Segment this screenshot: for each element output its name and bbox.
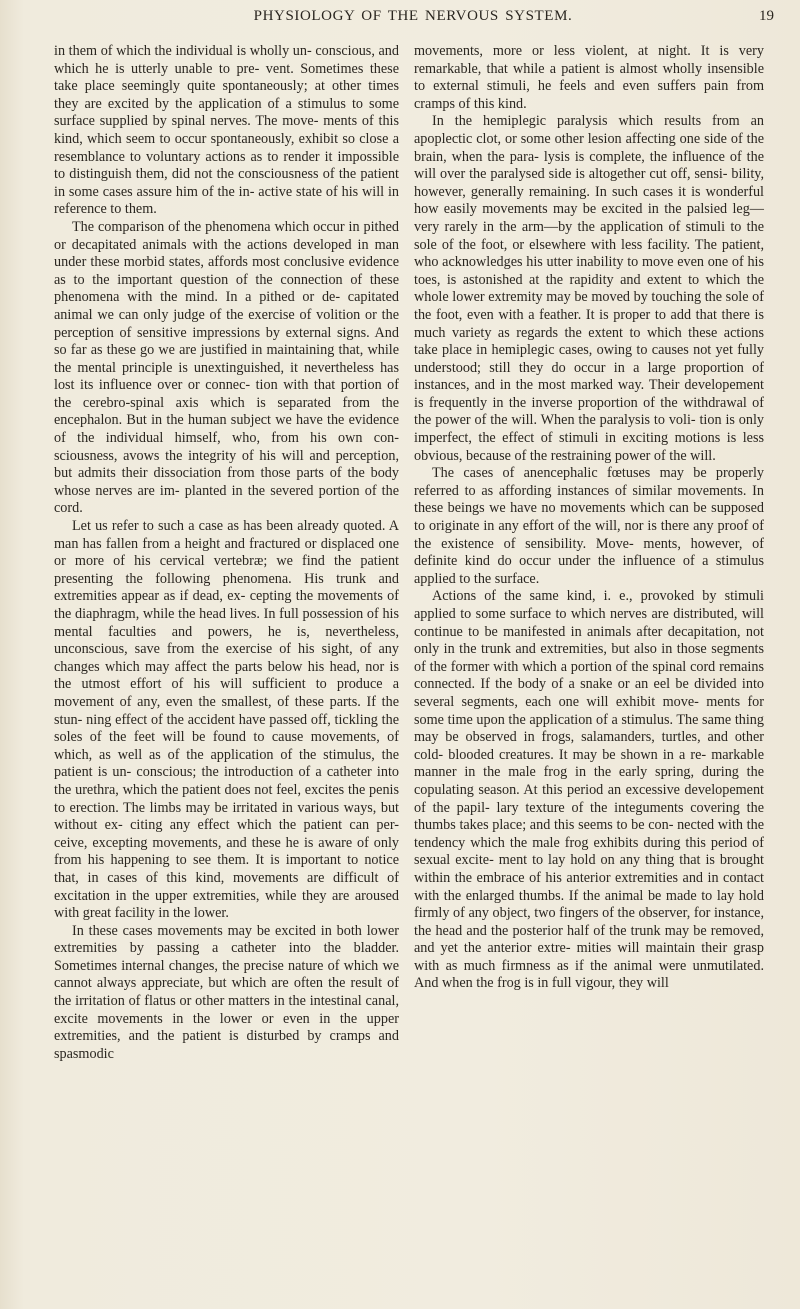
paragraph: The comparison of the phenomena which occur in pithed or decapitated animals with the actions developed in man under these morbid states, affords most conclusive evidence as to the important question of the connection of these phenomena with the mind. In a pithed or de- capitated animal we can only judge of the exercise of volition or the perception of sensitive impressions by external signs. And so far as these go we are justified in maintaining that, while the mental principle is unextinguished, it nevertheless has lost its influence over or connec- tion with that portion of the cerebro-spinal axis which is separated from the encephalon. But in the human subject we have the evidence of the individual himself, who, from his own con- sciousness, avows the integrity of his will and perception, but admits their dissociation from those parts of the body whose nerves are im- planted in the severed portion of the cord. [54,218,399,517]
left-column [54,43,399,1063]
paragraph: Let us refer to such a case as has been already quoted. A man has fallen from a height and fractured or displaced one or more of his cervical vertebræ; we find the patient presenting the following phenomena. His trunk and extremities appear as if dead, ex- cepting the movements of the diaphragm, while the head lives. In full possession of his mental faculties and powers, he is, nevertheless, unconscious, save from the exercise of his sight, of any changes which may affect the parts below his head, nor is the utmost effort of his will sufficient to produce a movement of any, even the smallest, of these parts. If the stun- ning effect of the accident have passed off, tickling the soles of the feet will be found to cause movements, of which, as well as of the application of the stimulus, the patient is un- conscious; the introduction of a catheter into the urethra, which the patient does not feel, excites the penis to erection. The limbs may be irritated in various ways, but without ex- citing any effect which the patient can per- ceive, excepting movements, and these he is aware of only from his happening to see them. It is important to notice that, in cases of this kind, movements are difficult of excitation in the upper extremities, while they are aroused with great facility in the lower. [54,518,399,922]
paragraph: in them of which the individual is wholly un- conscious, and which he is utterly unable to pre- vent. Sometimes these take place seemingly quite spontaneously; at other times they are excited by the application of a stimulus to some surface supplied by spinal nerves. The move- ments of this kind, which seem to occur spontaneously, exhibit so close a resemblance to voluntary actions as to render it impossible to distinguish them, did not the consciousness of the patient in some cases assure him of the in- active state of his will in reference to them. [54,43,399,218]
paragraph: The cases of anencephalic fœtuses may be properly referred to as affording instances of similar movements. In these beings we have no movements which can be supposed to originate in any effort of the will, nor is there any proof of the existence of sensibility. Move- ments, however, of definite kind do occur under the influence of a stimulus applied to the surface. [414,465,764,587]
paragraph: movements, more or less violent, at night. It is very remarkable, that while a patient is almost wholly insensible to external stimuli, he feels and even suffers pain from cramps of this kind. [414,43,764,112]
right-column [414,43,764,993]
paragraph: In the hemiplegic paralysis which results from an apoplectic clot, or some other lesion affecting one side of the brain, when the para- lysis is complete, the influence of the will over the paralysed side is altogether cut off, sensi- bility, however, generally remaining. In such cases it is wonderful how easily movements may be excited in the palsied leg—very rarely in the arm—by the application of stimuli to the sole of the foot, or elsewhere with less facility. The patient, who acknowledges his utter inability to move even one of his toes, is astonished at the rapidity and extent to which the whole lower extremity may be moved by touching the sole of the foot, even with a feather. It is proper to add that there is much variety as regards the extent to which these actions take place in hemiplegic cases, owing to causes not yet fully understood; still they do occur in a large proportion of instances, and in the most marked way. Their developement is frequently in the inverse proportion of the withdrawal of the power of the will. When the paralysis to voli- tion is only imperfect, the effect of stimuli in exciting motions is less obvious, because of the restraining power of the will. [414,113,764,464]
page-number: 19 [759,8,774,24]
page-header [52,8,774,30]
paragraph: Actions of the same kind, i. e., provoked by stimuli applied to some surface to which nerves are distributed, will continue to be manifested in animals after decapitation, not only in the trunk and extremities, but also in those segments of the former with which a portion of the spinal cord remains connected. If the body of a snake or an eel be divided into several segments, each one will exhibit move- ments for some time upon the application of a stimulus. The same thing may be observed in frogs, salamanders, turtles, and other cold- blooded creatures. It may be shown in a re- markable manner in the male frog in the early spring, during the copulating season. At this period an excessive developement of the papil- lary texture of the integuments covering the thumbs takes place; and this seems to be con- nected with the tendency which the male frog exhibits during this period of sexual excite- ment to lay hold on any thing that is brought within the embrace of his anterior extremities and in contact with the enlarged thumbs. If the animal be made to lay hold firmly of any object, two fingers of the observer, for instance, the head and the posterior half of the trunk may be removed, and yet the anterior extre- mities will maintain their grasp with as much firmness as if the animal were unmutilated. And when the frog is in full vigour, they will [414,588,764,992]
running-title: PHYSIOLOGY OF THE NERVOUS SYSTEM. [253,8,573,24]
paragraph: In these cases movements may be excited in both lower extremities by passing a catheter into the bladder. Sometimes internal changes, the precise nature of which we cannot always appreciate, but which are often the result of the irritation of flatus or other matters in the intestinal canal, excite movements in the lower or even in the upper extremities, and the patient is disturbed by cramps and spasmodic [54,922,399,1062]
